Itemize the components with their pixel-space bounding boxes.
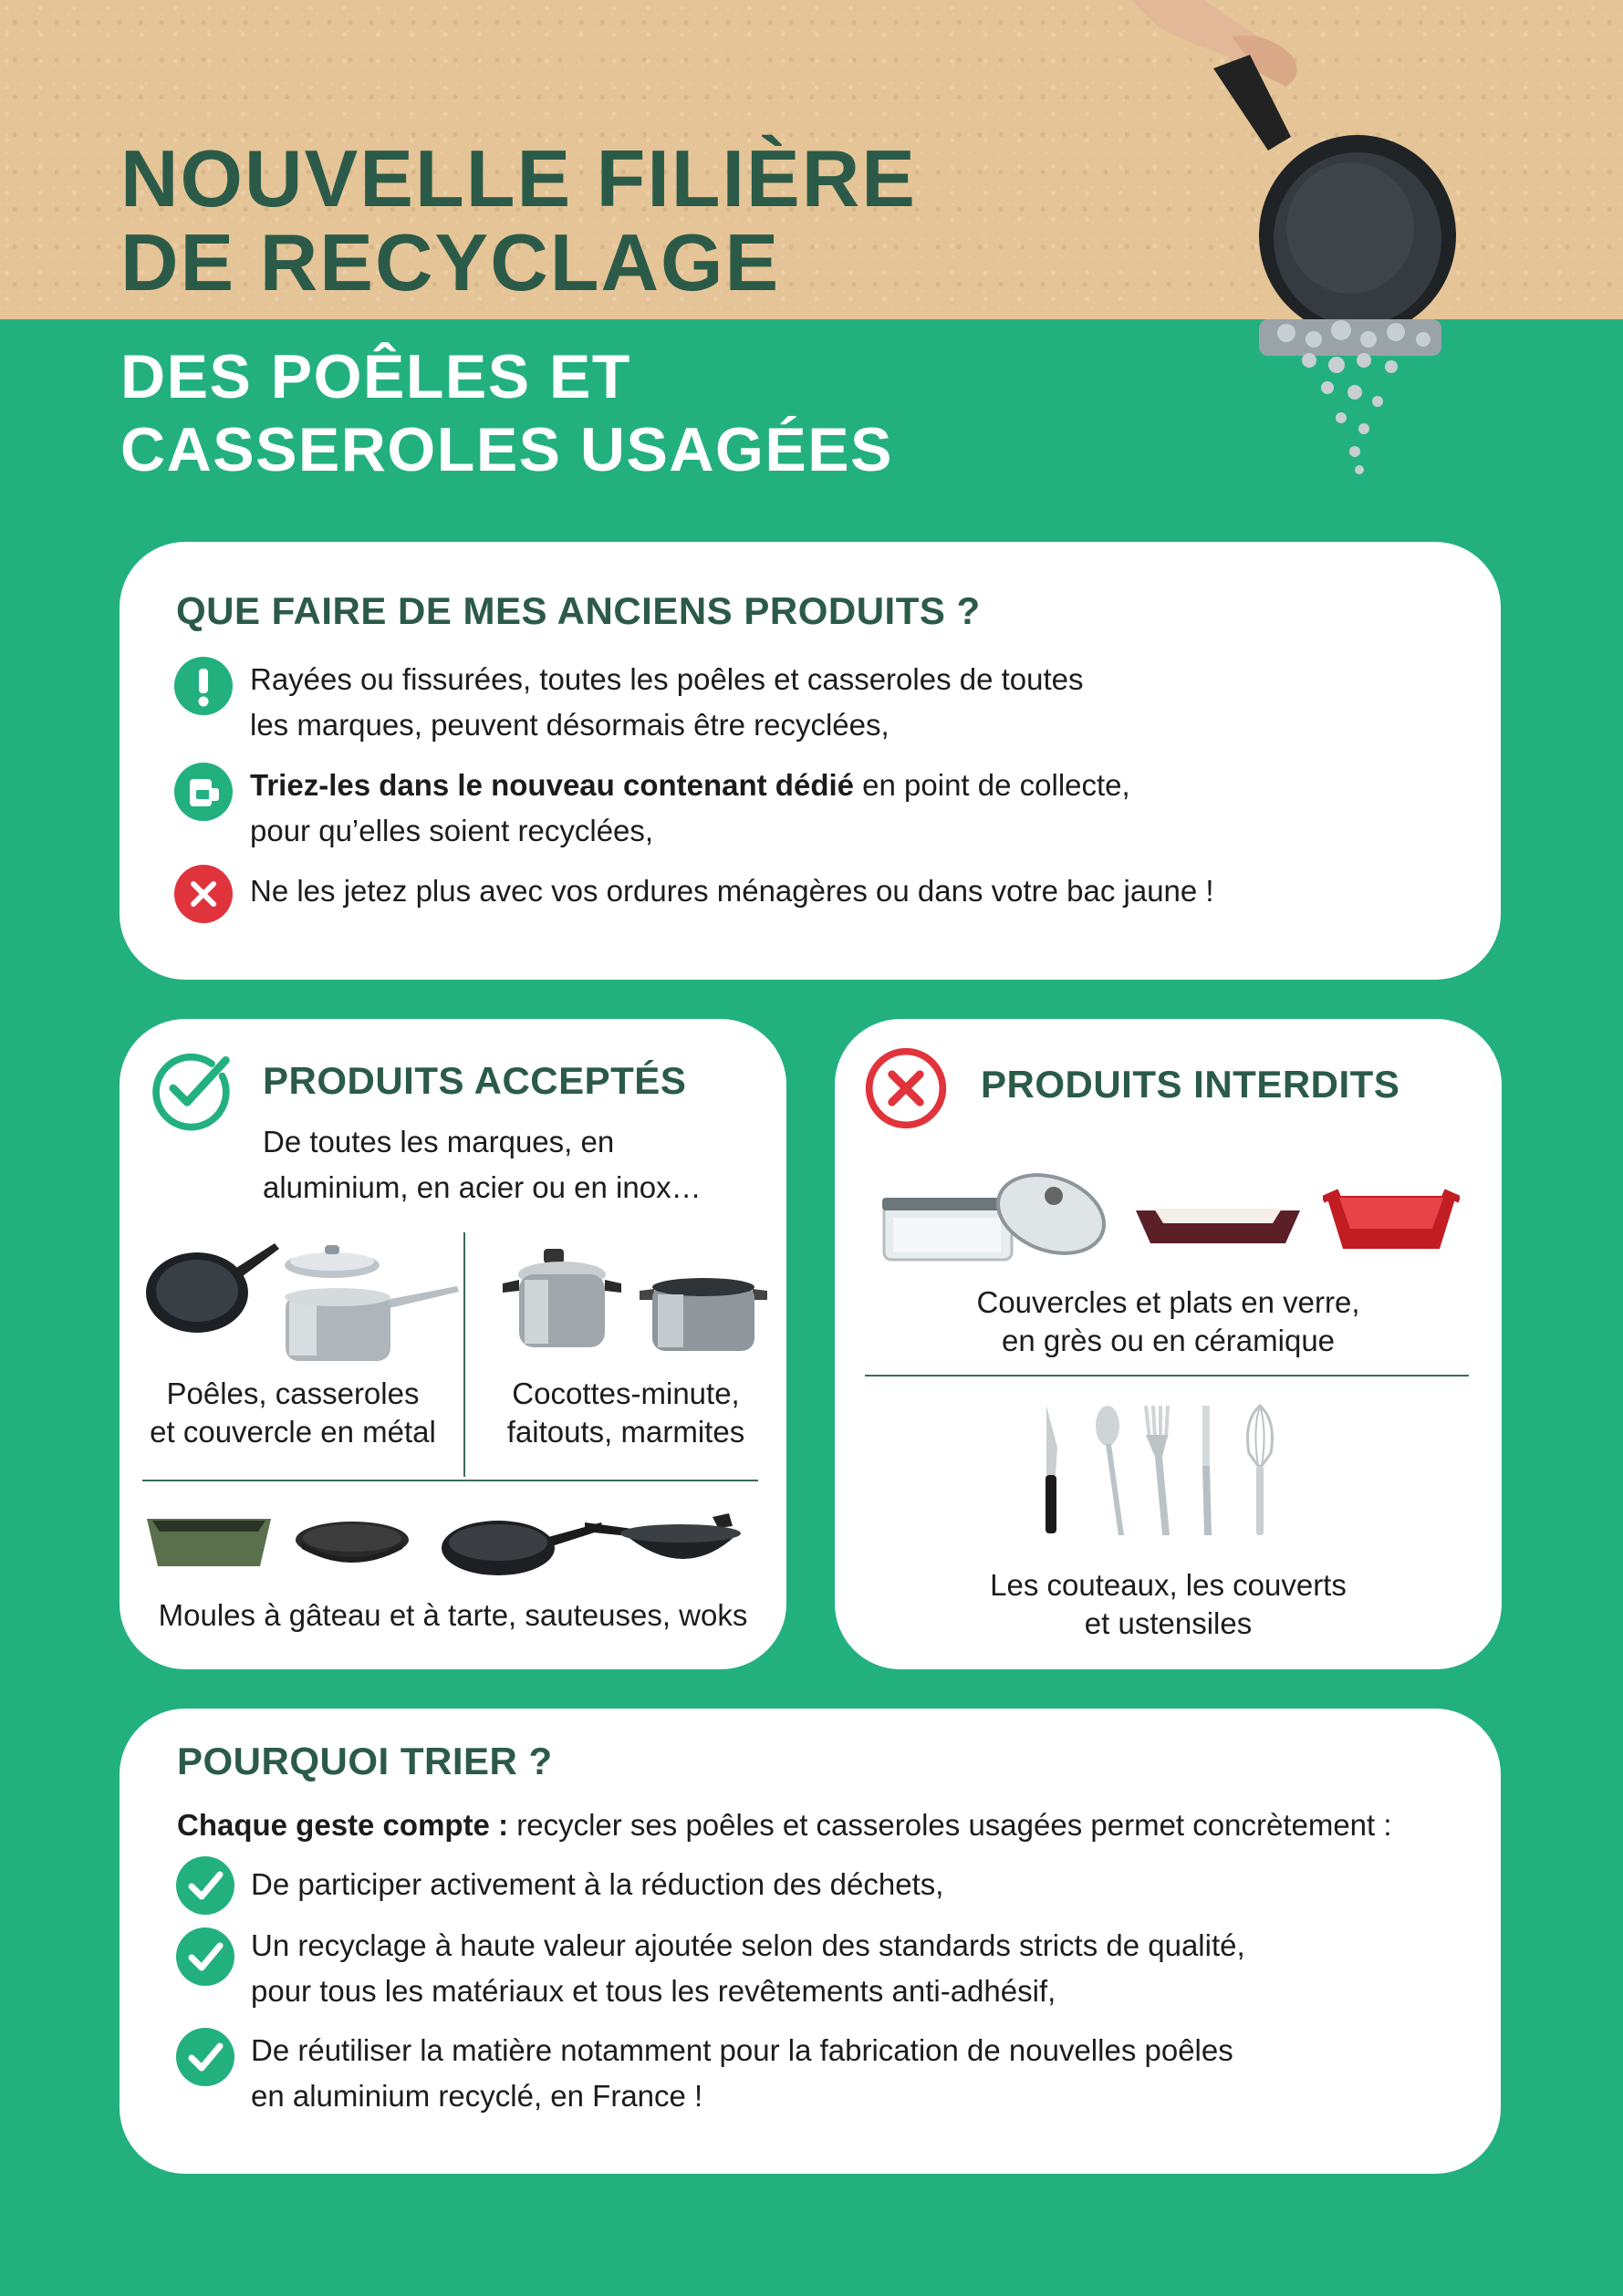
stockpot-image (640, 1273, 767, 1355)
acceptes-group-2-label (475, 1375, 776, 1451)
que-faire-item-1-line-2: les marques, peuvent désormais être recyclées, (250, 708, 890, 742)
loaf-mould-image (145, 1510, 273, 1574)
que-faire-item-2-line-1 (250, 763, 1130, 808)
cross-icon (174, 865, 233, 923)
acceptes-group-3-label: Moules à gâteau et à tarte, sauteuses, woks (158, 1598, 748, 1632)
fork-image (1142, 1402, 1179, 1539)
que-faire-item-2-bold: Triez-les dans le nouveau contenant dédié (250, 768, 854, 802)
card-que-faire (120, 542, 1501, 980)
acceptes-group-1-label (129, 1375, 457, 1451)
interdits-group-1-label (835, 1283, 1502, 1360)
acceptes-group-2-line-2: faitouts, marmites (506, 1415, 745, 1449)
que-faire-item-2 (250, 763, 1130, 854)
check-icon (176, 1927, 234, 1986)
acceptes-desc-line-1: De toutes les marques, en (263, 1125, 615, 1158)
card-heading-que-faire: QUE FAIRE DE MES ANCIENS PRODUITS ? (176, 589, 981, 632)
que-faire-item-2-line-2: pour qu’elles soient recyclées, (250, 814, 654, 847)
wok-image (585, 1504, 749, 1577)
divider-horizontal (142, 1480, 758, 1481)
acceptes-desc-line-2: aluminium, en acier ou en inox… (263, 1170, 702, 1204)
que-faire-item-1 (250, 657, 1084, 748)
que-faire-item-1-line-1: Rayées ou fissurées, toutes les poêles et casseroles de toutes (250, 662, 1084, 696)
title-line-1: NOUVELLE FILIÈRE (120, 133, 917, 223)
check-circle-icon (147, 1044, 234, 1132)
card-heading-acceptes: PRODUITS ACCEPTÉS (263, 1059, 687, 1102)
card-heading-interdits: PRODUITS INTERDITS (981, 1063, 1400, 1106)
page-title (120, 133, 917, 307)
recycle-bin-icon (174, 763, 233, 821)
frying-pan-image (142, 1236, 279, 1336)
title-line-2: DE RECYCLAGE (120, 217, 781, 307)
interdits-group-2-line-2: et ustensiles (1084, 1606, 1253, 1640)
pourquoi-intro-rest: recycler ses poêles et casseroles usagées permet concrètement : (508, 1808, 1392, 1842)
acceptes-description (263, 1119, 702, 1210)
interdits-group-2-label (835, 1566, 1502, 1643)
subtitle-line-2: CASSEROLES USAGÉES (120, 415, 893, 484)
hero-pan-shredding-illustration (1131, 0, 1496, 493)
check-icon (176, 1856, 234, 1915)
saute-pan-image (439, 1510, 603, 1583)
acceptes-group-2-line-1: Cocottes-minute, (512, 1377, 740, 1410)
que-faire-item-2-rest: en point de collecte, (854, 768, 1130, 802)
red-baking-dish-image (1323, 1176, 1460, 1258)
card-pourquoi-trier (120, 1709, 1501, 2174)
tart-mould-image (293, 1516, 411, 1571)
interdits-group-2-line-1: Les couteaux, les couverts (990, 1568, 1347, 1602)
subtitle-line-1: DES POÊLES ET (120, 342, 631, 411)
interdits-group-1-line-1: Couvercles et plats en verre, (976, 1285, 1360, 1319)
pourquoi-item-3 (251, 2028, 1233, 2119)
pourquoi-item-1: De participer activement à la réduction des déchets, (251, 1867, 944, 1901)
cross-circle-icon (862, 1044, 950, 1132)
butter-knife-image (1193, 1402, 1221, 1539)
pressure-cooker-image (503, 1247, 621, 1356)
pourquoi-item-2-line-1: Un recyclage à haute valeur ajoutée selon des standards stricts de qualité, (251, 1928, 1245, 1962)
exclamation-icon (174, 657, 233, 715)
divider-horizontal-interdits (865, 1375, 1469, 1377)
saucepan-image (276, 1277, 459, 1368)
divider-vertical (463, 1232, 465, 1477)
ceramic-dish-image (1136, 1200, 1300, 1254)
check-icon (176, 2028, 234, 2086)
page-subtitle (120, 340, 893, 486)
whisk-image (1242, 1402, 1278, 1539)
acceptes-group-1-line-1: Poêles, casseroles (166, 1377, 420, 1410)
pourquoi-item-2-line-2: pour tous les matériaux et tous les revêtements anti-adhésif, (251, 1974, 1056, 2008)
card-produits-acceptes (120, 1019, 786, 1669)
card-produits-interdits (835, 1019, 1502, 1669)
pourquoi-item-2 (251, 1923, 1245, 2014)
glass-lid-image (992, 1158, 1110, 1258)
card-heading-pourquoi: POURQUOI TRIER ? (177, 1740, 553, 1782)
pourquoi-item-3-line-2: en aluminium recyclé, en France ! (251, 2079, 703, 2113)
que-faire-item-3: Ne les jetez plus avec vos ordures ménagères ou dans votre bac jaune ! (250, 874, 1214, 908)
interdits-group-1-line-2: en grès ou en céramique (1001, 1324, 1336, 1357)
knife-image (1037, 1402, 1065, 1539)
pourquoi-intro-bold: Chaque geste compte : (177, 1808, 509, 1842)
pourquoi-intro (177, 1803, 1392, 1848)
pourquoi-item-3-line-1: De réutiliser la matière notamment pour la fabrication de nouvelles poêles (251, 2033, 1233, 2067)
spoon-image (1093, 1402, 1129, 1539)
acceptes-group-1-line-2: et couvercle en métal (150, 1415, 436, 1449)
